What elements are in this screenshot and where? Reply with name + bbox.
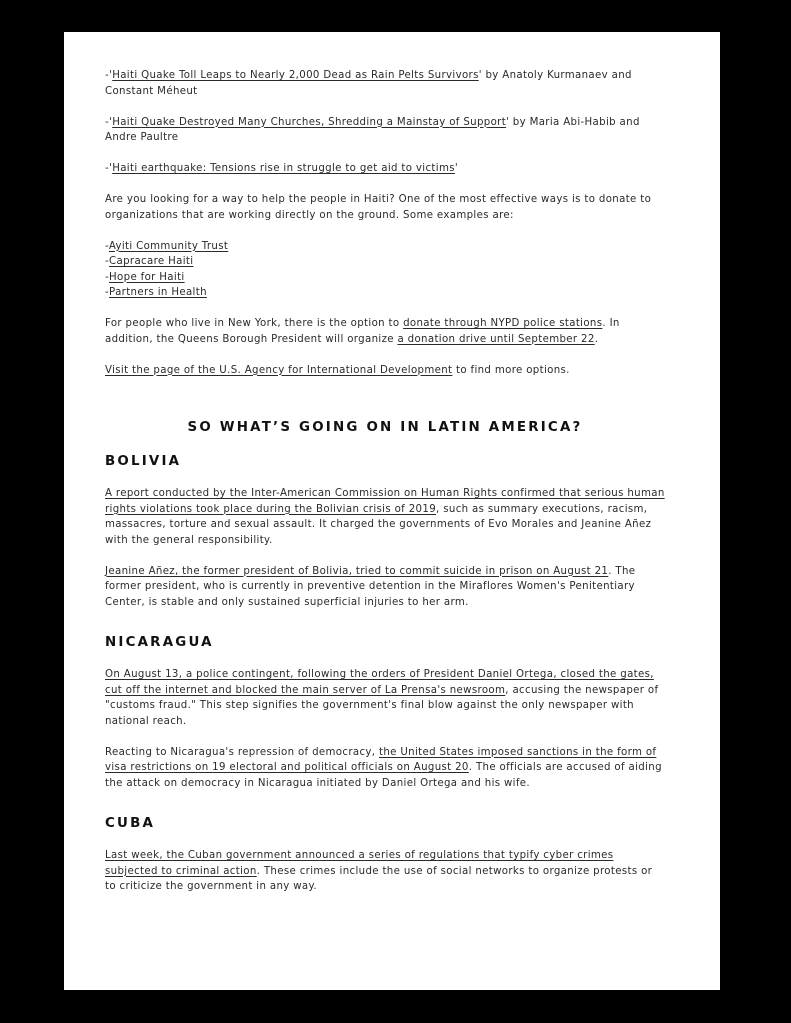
paragraph-text: . The former president, who is currently in preventive detention in the Miraflores Women's Penitentiary Center, is stable and only sustained superficial injuries to her arm.	[105, 565, 636, 608]
paragraph-text: Reacting to Nicaragua's repression of democracy,	[105, 746, 379, 758]
list-item: -Ayiti Community Trust	[105, 240, 229, 252]
new-york-paragraph	[105, 316, 665, 347]
reference-prefix: -'	[105, 70, 113, 81]
cuba-heading: CUBA	[105, 816, 156, 831]
paragraph-text: . The officials are accused of aiding the attack on democracy in Nicaragua initiated by Daniel Ortega and his wife.	[105, 762, 662, 789]
article-reference-1	[105, 68, 665, 99]
usaid-link[interactable]: Visit the page of the U.S. Agency for International Development	[105, 364, 453, 376]
article-body	[105, 68, 665, 910]
nicaragua-paragraph-2	[105, 745, 665, 792]
org-link-ayiti[interactable]: Ayiti Community Trust	[108, 240, 229, 252]
paragraph-text: .	[594, 333, 599, 345]
list-item: -Partners in Health	[105, 287, 207, 298]
la-prensa-link[interactable]: On August 13, a police contingent, following the orders of President Daniel Ortega, closed the gates, cut off the internet and blocked the main server of La Prensa's newsroom	[105, 669, 654, 696]
cuba-paragraph-1	[105, 848, 665, 895]
article-reference-2	[105, 115, 665, 146]
reference-link-2[interactable]: Haiti Quake Destroyed Many Churches, Shredding a Mainstay of Support	[112, 116, 507, 128]
paragraph-text: . In addition, the Queens Borough President will organize	[105, 318, 620, 345]
bolivia-paragraph-2	[105, 564, 665, 611]
cyber-crimes-link[interactable]: Last week, the Cuban government announced a series of regulations that typify cyber crimes subjected to criminal action	[105, 850, 614, 877]
help-paragraph: Are you looking for a way to help the people in Haiti? One of the most effective ways is to donate to organizations that are working directly on the ground. Some examples are:	[105, 194, 652, 221]
paragraph-text: , such as summary executions, racism, massacres, torture and sexual assault. It charged the governments of Evo Morales and Jeanine Añez with the general responsibility.	[105, 503, 652, 546]
usaid-paragraph	[105, 363, 665, 379]
org-link-capracare[interactable]: Capracare Haiti	[109, 256, 194, 267]
nicaragua-paragraph-1	[105, 667, 665, 729]
org-link-pih[interactable]: Partners in Health	[109, 287, 207, 298]
reference-author: ' by Maria Abi-Habib and Andre Paultre	[105, 116, 640, 143]
bolivia-report-link[interactable]: A report conducted by the Inter-American Commission on Human Rights confirmed that serious human rights violations took place during the Bolivian crisis of 2019	[105, 488, 665, 515]
paragraph-text: to find more options.	[452, 364, 570, 376]
sanctions-link[interactable]: the United States imposed sanctions in the form of visa restrictions on 19 electoral and political officials on August 20	[105, 746, 657, 773]
bolivia-paragraph-1	[105, 486, 665, 548]
org-link-hope[interactable]: Hope for Haiti	[109, 271, 185, 283]
list-item: -Capracare Haiti	[105, 256, 194, 267]
article-reference-3	[105, 161, 665, 177]
reference-author: ' by Anatoly Kurmanaev and Constant Méheut	[105, 70, 632, 97]
organization-list	[105, 239, 665, 301]
reference-prefix: -'	[105, 116, 113, 128]
reference-link-1[interactable]: Haiti Quake Toll Leaps to Nearly 2,000 Dead as Rain Pelts Survivors	[112, 70, 479, 81]
reference-prefix: -'	[105, 163, 113, 174]
bolivia-heading: BOLIVIA	[105, 454, 182, 469]
reference-link-3[interactable]: Haiti earthquake: Tensions rise in struggle to get aid to victims	[112, 163, 455, 174]
paragraph-text: For people who live in New York, there is the option to	[105, 318, 404, 329]
nicaragua-heading: NICARAGUA	[105, 635, 214, 650]
donation-drive-link[interactable]: a donation drive until September 22	[397, 333, 595, 345]
reference-suffix: '	[454, 163, 459, 174]
document-page	[64, 32, 720, 990]
paragraph-text: . These crimes include the use of social networks to organize protests or to criticize the government in any way.	[105, 865, 653, 892]
list-item: -Hope for Haiti	[105, 271, 185, 283]
paragraph-text: , accusing the newspaper of "customs fraud." This step signifies the government's final blow against the only newspaper with national reach.	[105, 684, 659, 727]
nypd-donation-link[interactable]: donate through NYPD police stations	[403, 318, 603, 329]
anez-link[interactable]: Jeanine Añez, the former president of Bolivia, tried to commit suicide in prison on August 21	[105, 565, 609, 577]
section-title: SO WHAT’S GOING ON IN LATIN AMERICA?	[187, 420, 583, 435]
